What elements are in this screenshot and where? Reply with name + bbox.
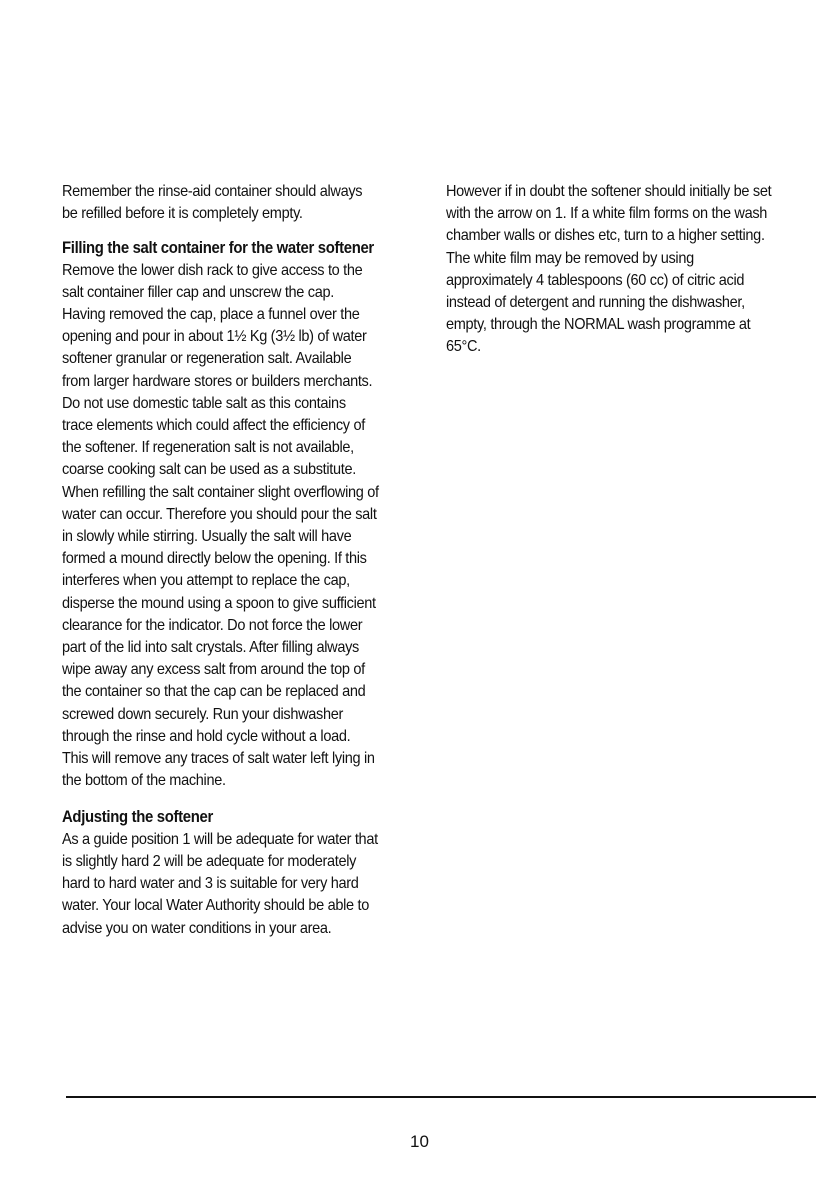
rinse-aid-reminder: Remember the rinse-aid container should always be refilled before it is completely empty. [62,183,363,223]
filling-section [62,237,379,792]
page-number: 10 [410,1132,429,1151]
adjusting-section [62,806,379,939]
softener-setting-body: However if in doubt the softener should initially be set with the arrow on 1. If a white film forms on the wash chamber walls or dishes etc, turn to a higher setting. The white film may be removed by using approximately 4 tablespoons (60 cc) of citric acid instead of detergent and running the dishwasher, empty, through the NORMAL wash programme at 65°C. [446,183,772,356]
adjusting-body: As a guide position 1 will be adequate for water that is slightly hard 2 will be adequate for moderately hard to hard water and 3 is suitable for very hard water. Your local Water Authority should be able to advise you on water conditions in your area. [62,830,378,937]
filling-heading: Filling the salt container for the water softener [62,239,374,258]
right-column [446,181,783,359]
footer-rule [66,1096,816,1098]
filling-body: Remove the lower dish rack to give access to the salt container filler cap and unscrew the cap. Having removed the cap, place a funnel over the opening and pour in about 1½ Kg (3½ lb) of water softener granular or regeneration salt. Available from larger hardware stores or builders merchants. Do not use domestic table salt as this contains trace elements which could affect the efficiency of the softener. If regeneration salt is not available, coarse cooking salt can be used as a substitute. When refilling the salt container slight overflowing of water can occur. Therefore you should pour the salt in slowly while stirring. Usually the salt will have formed a mound directly below the opening. If this interferes when you attempt to replace the cap, disperse the mound using a spoon to give sufficient clearance for the indicator. Do not force the lower part of the lid into salt crystals. After filling always wipe away any excess salt from around the top of the container so that the cap can be replaced and screwed down securely. Run your dishwasher through the rinse and hold cycle without a load. This will remove any traces of salt water left lying in the bottom of the machine. [62,261,379,790]
left-column [62,181,379,954]
adjusting-heading: Adjusting the softener [62,808,213,827]
